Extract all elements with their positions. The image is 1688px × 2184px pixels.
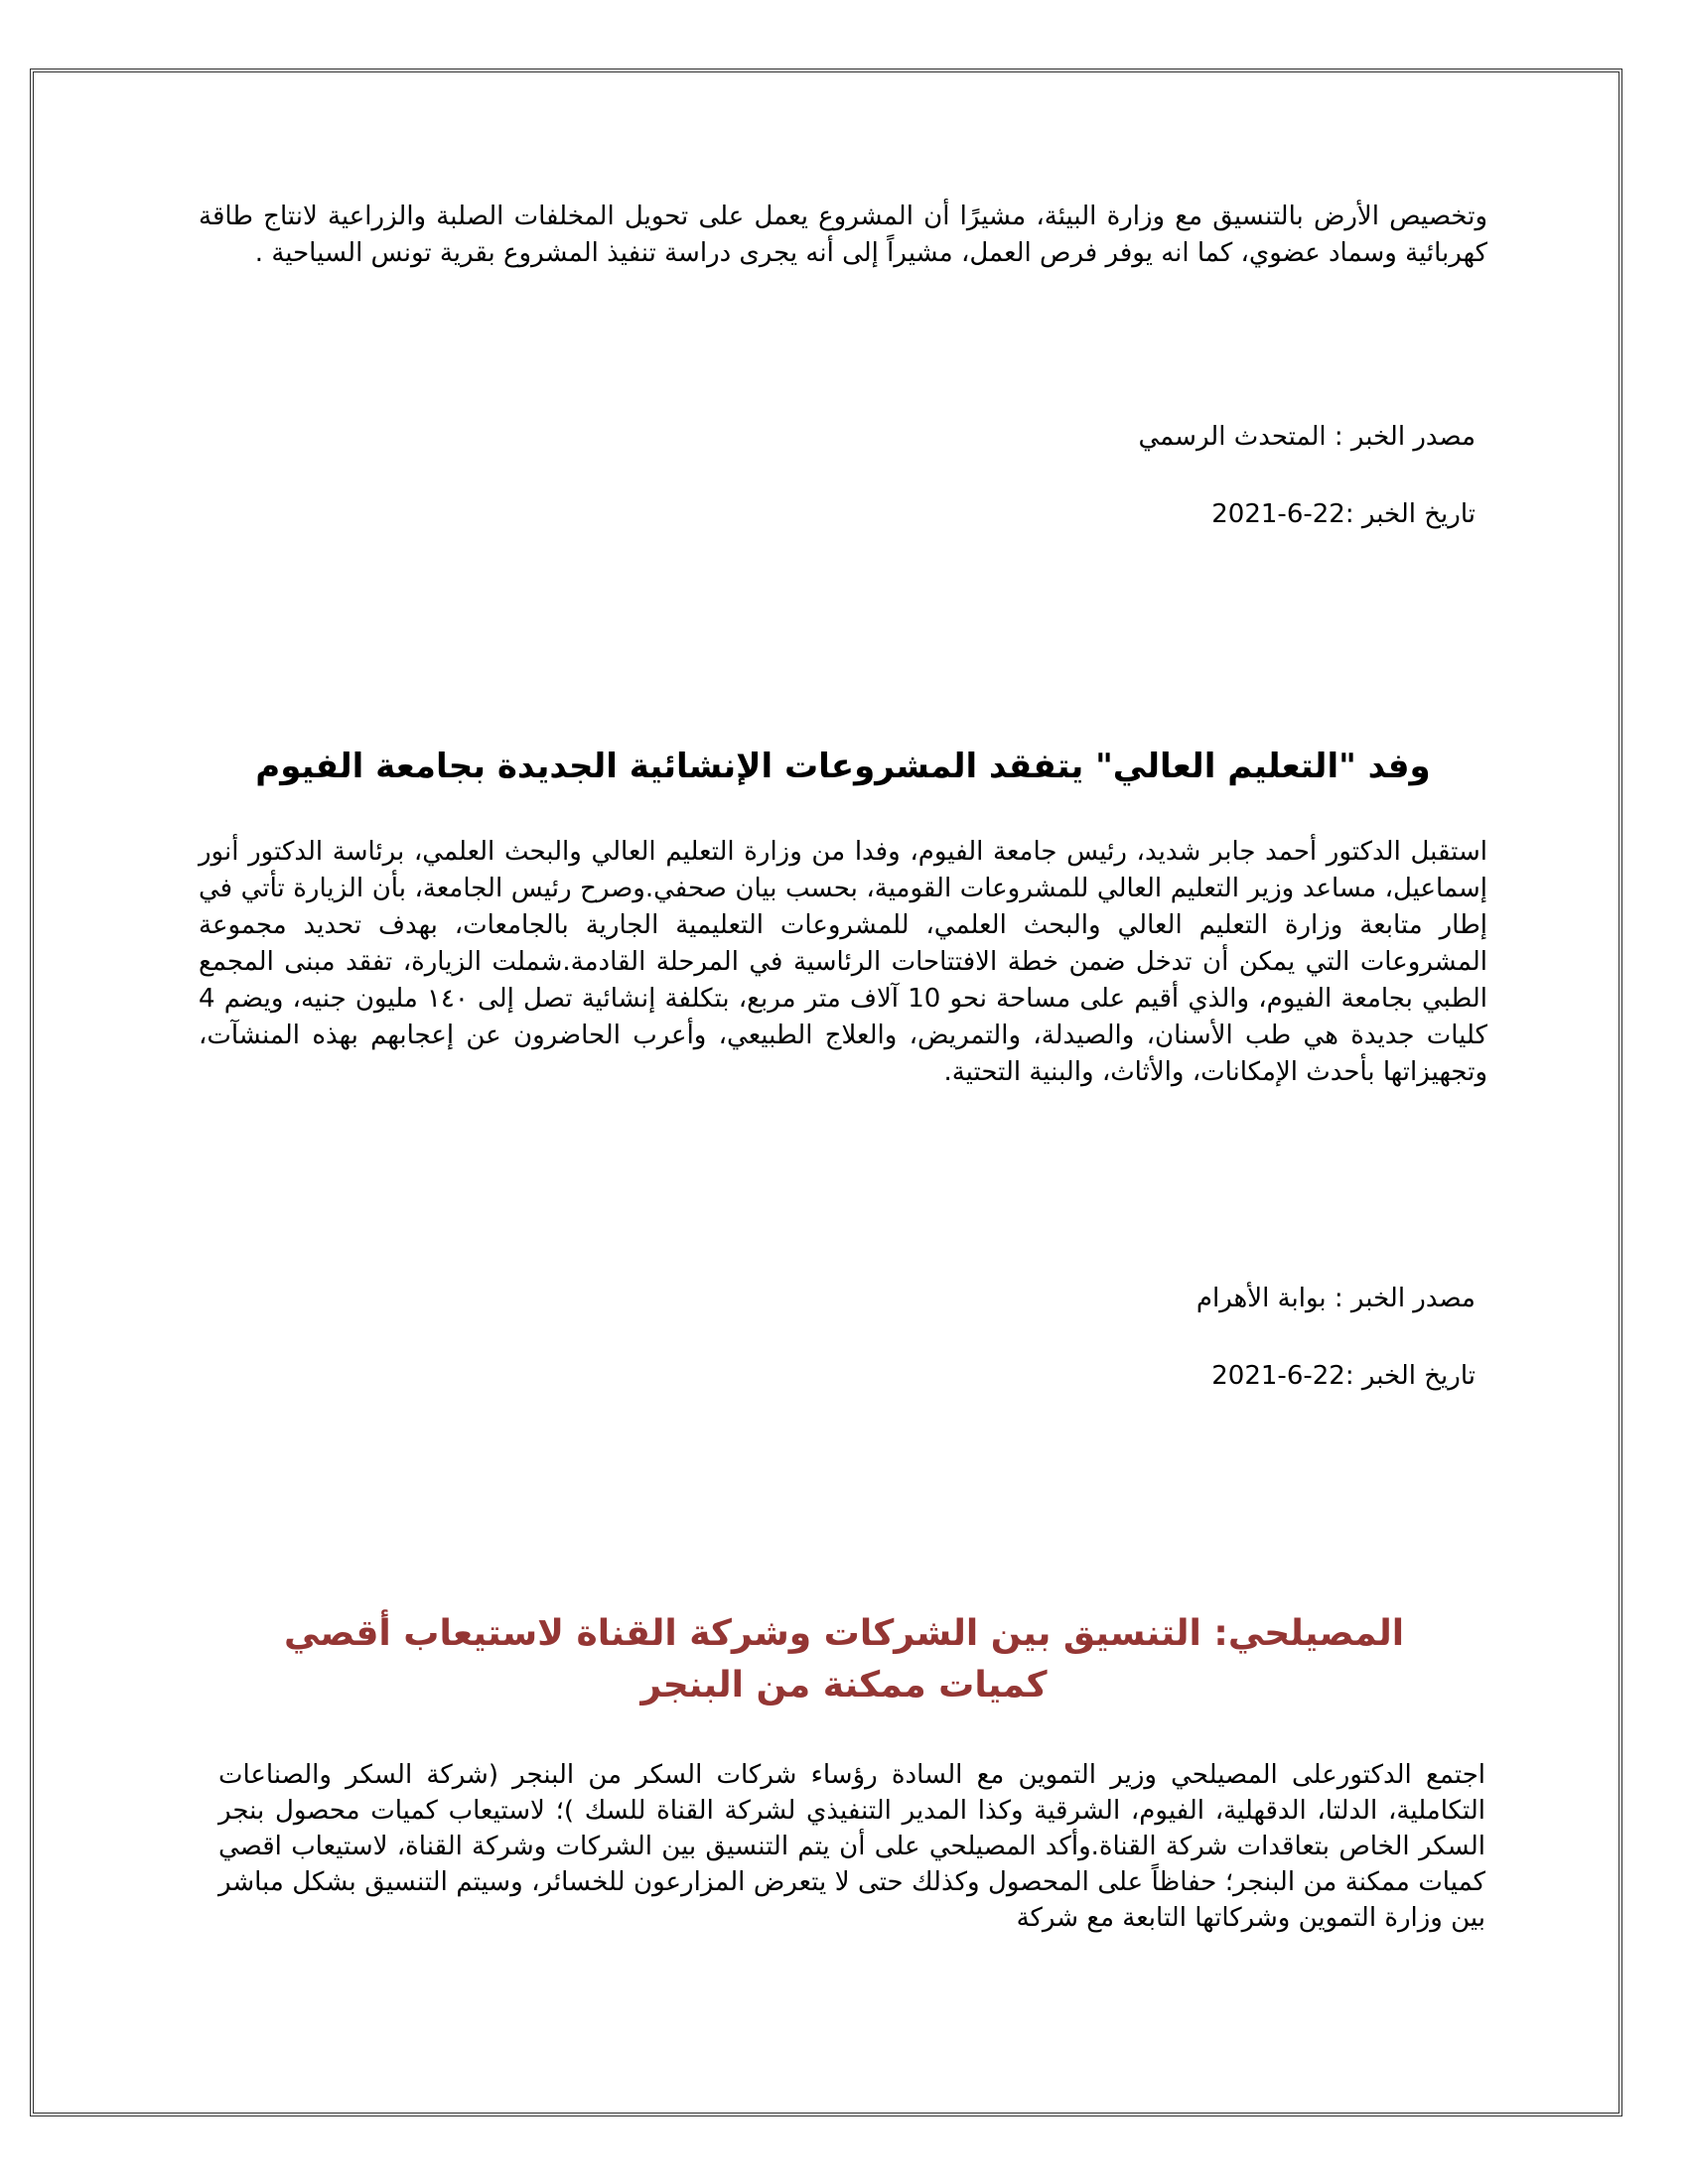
article-continuation [199,199,1487,272]
article-body: استقبل الدكتور أحمد جابر شديد، رئيس جامعة الفيوم، وفدا من وزارة التعليم العالي والبحث العلمي، برئاسة الدكتور أنور إسماعيل، مساعد وزير التعليم العالي للمشروعات القومية، بحسب بيان صحفي.وصرح رئيس الجامعة، بأن الزيارة تأتي في إطار متابعة وزارة التعليم العالي والبحث العلمي، للمشروعات التعليمية الجارية بالجامعات، بهدف تحديد مجموعة المشروعات التي يمكن أن تدخل ضمن خطة الافتتاحات الرئاسية في المرحلة القادمة.شملت الزيارة، تفقد مبنى المجمع الطبي بجامعة الفيوم، والذي أقيم على مساحة نحو 10 آلاف متر مربع، بتكلفة إنشائية تصل إلى ١٤٠ مليون جنيه، ويضم 4 كليات جديدة هي طب الأسنان، والصيدلة، والتمريض، والعلاج الطبيعي، وأعرب الحاضرون عن إعجابهم بهذه المنشآت، وتجهيزاتها بأحدث الإمكانات، والأثاث، والبنية التحتية. [199,837,1487,1087]
article2-body-block [199,834,1487,1091]
article1-date [199,496,1487,532]
article2-headline-block [199,743,1487,790]
article-body: اجتمع الدكتورعلى المصيلحي وزير التموين مع السادة رؤساء شركات السكر من البنجر (شركة السكر والصناعات التكاملية، الدلتا، الدقهلية، الفيوم، الشرقية وكذا المدير التنفيذي لشركة القناة للسك )؛ لاستيعاب كميات محصول بنجر السكر الخاص بتعاقدات شركة القناة.وأكد المصيلحي على أن يتم التنسيق بين الشركات وشركة القناة، لاستيعاب اقصي كميات ممكنة من البنجر؛ حفاظاً على المحصول وكذلك حتى لا يتعرض المزارعون للخسائر، وسيتم التنسيق بشكل مباشر بين وزارة التموين وشركاتها التابعة مع شركة [218,1760,1485,1933]
article-headline: المصيلحي: التنسيق بين الشركات وشركة القناة لاستيعاب أقصي كميات ممكنة من البنجر [283,1613,1405,1706]
article2-source [199,1281,1487,1316]
article2-date [199,1358,1487,1394]
news-date: تاريخ الخبر :22-6-2021 [1211,1361,1476,1391]
continuation-paragraph: وتخصيص الأرض بالتنسيق مع وزارة البيئة، مشيرًا أن المشروع يعمل على تحويل المخلفات الصلبة والزراعية لانتاج طاقة كهربائية وسماد عضوي، كما انه يوفر فرص العمل، مشيراً إلى أنه يجرى دراسة تنفيذ المشروع بقرية تونس السياحية . [199,202,1487,268]
news-source: مصدر الخبر : بوابة الأهرام [1196,1284,1476,1313]
article1-source [199,419,1487,455]
article-headline: وفد "التعليم العالي" يتفقد المشروعات الإنشائية الجديدة بجامعة الفيوم [255,747,1431,786]
news-source: مصدر الخبر : المتحدث الرسمي [1138,422,1476,452]
news-date: تاريخ الخبر :22-6-2021 [1211,499,1476,529]
article3-body-block [218,1757,1485,1936]
article3-headline-block [228,1608,1460,1711]
